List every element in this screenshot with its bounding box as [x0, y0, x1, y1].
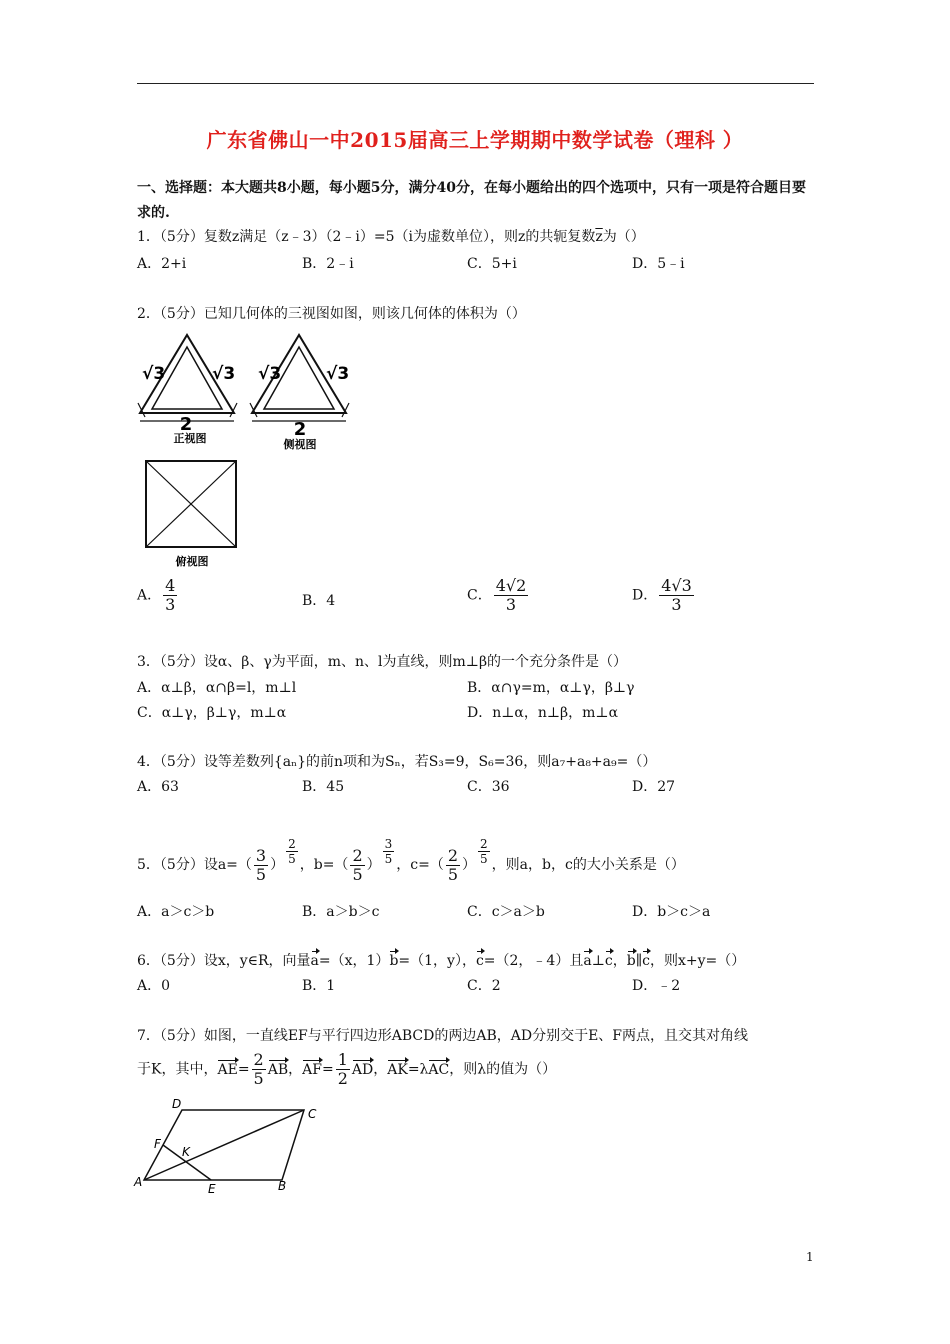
- question-6-stem: 6．（5分）设x，y∈R，向量a=（x，1）b=（1，y），c=（2，﹣4）且a⊥c，b∥c，则x+y=（）: [137, 953, 746, 969]
- q1-option-c: C．5+i: [467, 256, 517, 272]
- front-base-label: 2: [179, 414, 193, 435]
- question-1-stem: 1．（5分）复数z满足（z﹣3）（2﹣i）=5（i为虚数单位），则z的共轭复数: [137, 229, 596, 245]
- point-label-f: F: [154, 1137, 161, 1151]
- point-label-e: E: [208, 1182, 216, 1196]
- q6-option-a: A．0: [137, 978, 171, 994]
- side-edge-label-right: √3: [326, 364, 350, 384]
- parallelogram-figure: [132, 1096, 332, 1196]
- side-view-caption: 侧视图: [283, 438, 317, 451]
- question-4-stem: 4．（5分）设等差数列{aₙ}的前n项和为Sₙ，若S₃=9，S₆=36，则a₇+a₈+a₉=（）: [137, 754, 657, 770]
- side-base-label: 2: [293, 419, 307, 440]
- q3-option-c: C．α⊥γ，β⊥γ，m⊥α: [137, 705, 287, 721]
- q2-option-c: C． $\frac{4√2}{3}$: [467, 576, 527, 614]
- point-label-b: B: [278, 1179, 287, 1193]
- point-label-c: C: [308, 1107, 317, 1121]
- question-1-stem-end: 为（）: [602, 229, 645, 245]
- q3-option-d: D．n⊥α，n⊥β，m⊥α: [467, 705, 619, 721]
- header-rule: [137, 83, 814, 84]
- section-heading: 一、选择题：本大题共8小题，每小题5分，满分40分，在每小题给出的四个选项中，只有一项是符合题目要求的.: [137, 180, 806, 221]
- page-number: 1: [806, 1250, 814, 1264]
- point-label-k: K: [182, 1145, 190, 1159]
- point-label-a: A: [134, 1175, 143, 1189]
- q4-option-a: A．63: [137, 779, 179, 795]
- q1-option-b: B．2﹣i: [302, 256, 354, 272]
- side-edge-label-left: √3: [258, 364, 282, 384]
- q2-option-d: D． $\frac{4√3}{3}$: [632, 576, 692, 614]
- q1-option-d: D．5﹣i: [632, 256, 685, 272]
- front-edge-label-right: √3: [212, 364, 236, 384]
- question-7-line-1: 7．（5分）如图，一直线EF与平行四边形ABCD的两边AB，AD分别交于E、F两点，且交其对角线: [137, 1028, 749, 1044]
- q3-option-b: B．α∩γ=m，α⊥γ，β⊥γ: [467, 680, 635, 696]
- three-view-figure: [134, 325, 364, 570]
- conjugate-z: $\overline{z}$: [595, 229, 603, 245]
- q4-option-b: B．45: [302, 779, 345, 795]
- front-edge-label-left: √3: [142, 364, 166, 384]
- question-2-stem: 2．（5分）已知几何体的三视图如图，则该几何体的体积为（）: [137, 306, 526, 322]
- question-1: [137, 226, 645, 246]
- q6-option-d: D．﹣2: [632, 978, 681, 994]
- q1-option-a: A．2+i: [137, 256, 187, 272]
- question-5-stem: 5．（5分）设a=（ $\frac{3}{5}$ ） $\frac{2}{5}$ ，b=（ $\frac{2}{5}$ ） $\frac{3}{5}$ ，c=（ $\frac{2}{5}$ ） $\frac{2}{5}$ ，则a，b，c的大小关系是（）: [137, 837, 685, 884]
- q2-option-b: B．4: [302, 593, 336, 609]
- q5-option-b: B．a＞b＞c: [302, 904, 380, 920]
- q3-option-a: A．α⊥β，α∩β=l，m⊥l: [137, 680, 297, 696]
- question-7-line-2: 于K，其中，AE= $\frac{2}{5}$ AB，AF= $\frac{1}{2}$ AD，AK=λAC，则λ的值为（）: [137, 1050, 557, 1088]
- q2-option-a: A． $\frac{4}{3}$: [137, 576, 176, 614]
- exam-title: 广东省佛山一中2015届高三上学期期中数学试卷（理科 ）: [206, 128, 744, 152]
- q6-option-b: B．1: [302, 978, 336, 994]
- q5-option-c: C．c＞a＞b: [467, 904, 545, 920]
- point-label-d: D: [172, 1097, 182, 1111]
- q5-option-a: A．a＞c＞b: [137, 904, 215, 920]
- q6-option-c: C．2: [467, 978, 501, 994]
- q4-option-d: D．27: [632, 779, 676, 795]
- q5-option-d: D．b＞c＞a: [632, 904, 711, 920]
- question-3-stem: 3．（5分）设α、β、γ为平面，m、n、l为直线，则m⊥β的一个充分条件是（）: [137, 654, 628, 670]
- top-view-caption: 俯视图: [175, 555, 209, 568]
- q4-option-c: C．36: [467, 779, 510, 795]
- front-view-caption: 正视图: [173, 432, 207, 445]
